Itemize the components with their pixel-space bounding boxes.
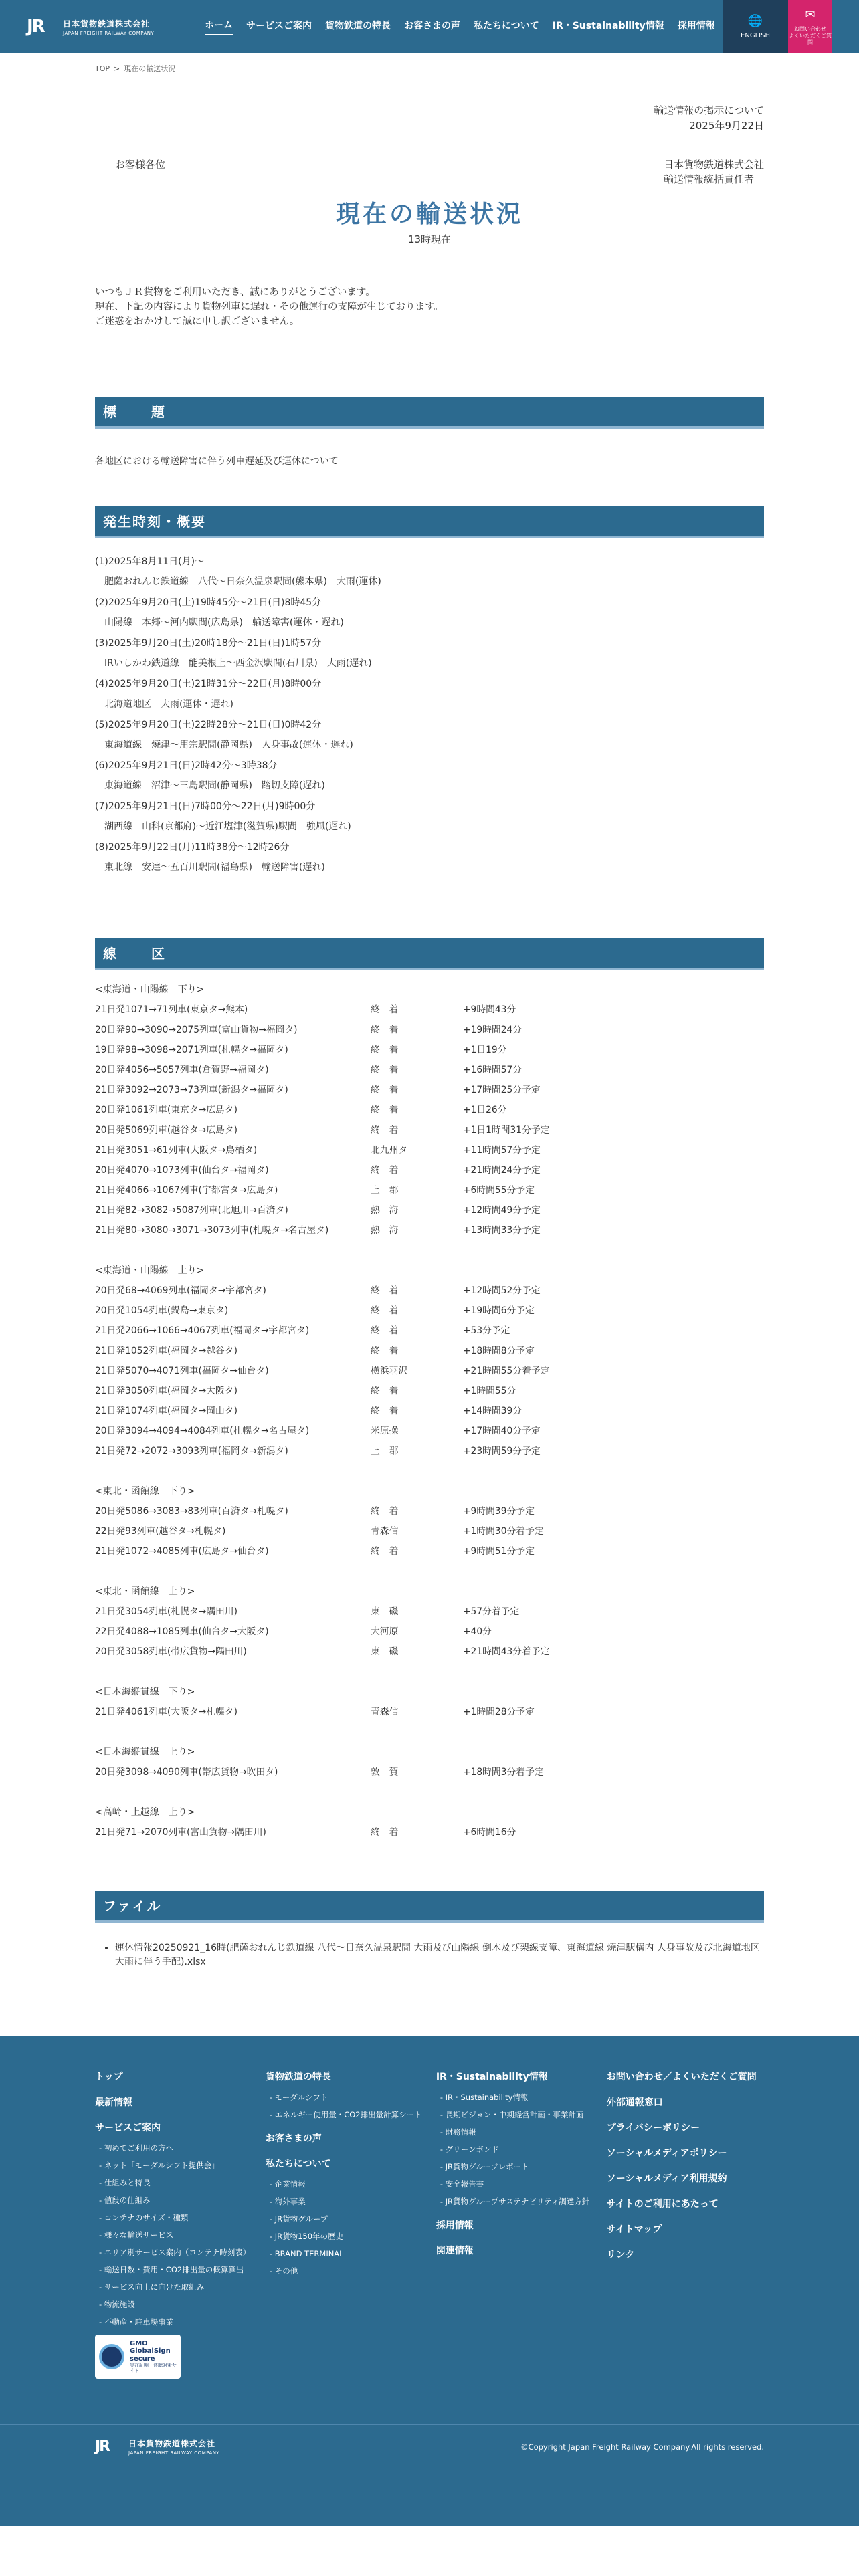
gmo-line: secure xyxy=(130,2355,155,2363)
intro-line: いつもＪＲ貨物をご利用いただき、誠にありがとうございます。 xyxy=(95,286,375,298)
train-name: 20日発1054列車(鍋島→東京タ) xyxy=(95,1305,229,1316)
route-group-title: <東北・函館線 上り> xyxy=(95,1586,195,1597)
train-location: 終 着 xyxy=(371,1044,399,1055)
train-location: 東 磯 xyxy=(371,1646,399,1657)
train-name: 21日発1074列車(福岡タ→岡山タ) xyxy=(95,1405,237,1416)
footer-sublink[interactable]: - IR・Sustainability情報 xyxy=(436,2092,607,2102)
footer-col-4 xyxy=(607,2070,764,2379)
train-location: 終 着 xyxy=(371,1064,399,1075)
route-group xyxy=(95,1481,764,1562)
footer-sublink[interactable]: - 物流施設 xyxy=(95,2300,266,2309)
footer-link-privacy[interactable]: プライバシーポリシー xyxy=(606,2122,700,2133)
section-heading-files: ファイル xyxy=(95,1891,764,1923)
page-subtitle: 13時現在 xyxy=(407,233,452,245)
train-row xyxy=(95,1321,764,1341)
event-line: (2)2025年9月20日(土)19時45分～21日(日)8時45分 xyxy=(95,597,322,608)
train-name: 20日発3094→4094→4084列車(札幌タ→名古屋タ) xyxy=(95,1425,310,1436)
event-line: (6)2025年9月21日(日)2時42分～3時38分 xyxy=(95,760,278,771)
footer-link-contact[interactable]: お問い合わせ／よくいただくご質問 xyxy=(606,2071,757,2082)
gmo-line: 実在証明・盗聴対策サイト xyxy=(130,2363,177,2374)
event-line: (1)2025年8月11日(月)～ xyxy=(95,556,205,567)
train-row xyxy=(95,1040,764,1060)
route-group-title: <高崎・上越線 上り> xyxy=(95,1806,195,1818)
event-line: 東北線 安達～五百川駅間(福島県) 輸送障害(遅れ) xyxy=(95,862,325,873)
train-delay: +1日19分 xyxy=(463,1044,507,1055)
train-row xyxy=(95,1060,764,1080)
train-name: 21日発3050列車(福岡タ→大阪タ) xyxy=(95,1385,237,1396)
train-name: 21日発80→3080→3071→3073列車(札幌タ→名古屋タ) xyxy=(95,1224,329,1236)
train-row xyxy=(95,1281,764,1301)
train-delay: +21時間43分着予定 xyxy=(463,1646,550,1657)
train-location: 横浜羽沢 xyxy=(371,1365,408,1376)
event-line: (3)2025年9月20日(土)20時18分～21日(日)1時57分 xyxy=(95,637,322,649)
train-delay: +21時間55分着予定 xyxy=(463,1365,550,1376)
footer-sublink[interactable]: - 値段の仕組み xyxy=(95,2195,266,2205)
train-delay: +23時間59分予定 xyxy=(463,1445,541,1457)
file-item xyxy=(115,1941,764,1969)
train-name: 20日発5069列車(越谷タ→広島タ) xyxy=(95,1124,237,1136)
route-group-title: <東海道・山陽線 下り> xyxy=(95,984,205,995)
train-name: 21日発72→2072→3093列車(福岡タ→新潟タ) xyxy=(95,1445,288,1457)
route-group xyxy=(95,1682,764,1722)
breadcrumb-current: 現在の輸送状況 xyxy=(124,64,176,73)
train-name: 20日発1061列車(東京タ→広島タ) xyxy=(95,1104,237,1115)
logo-company-name-en: JAPAN FREIGHT RAILWAY COMPANY xyxy=(63,30,155,36)
events-list xyxy=(95,552,764,878)
footer-link-related[interactable]: 関連情報 xyxy=(436,2245,474,2256)
train-delay: +13時間33分予定 xyxy=(463,1224,541,1236)
global-nav xyxy=(205,0,729,53)
sender-company: 日本貨物鉄道株式会社 xyxy=(663,158,764,171)
nav-ir-sustainability[interactable]: IR・Sustainability情報 xyxy=(552,21,664,31)
train-name: 21日発1071→71列車(東京タ→熊本) xyxy=(95,1004,248,1015)
train-location: 大河原 xyxy=(371,1626,399,1637)
train-row xyxy=(95,1160,764,1180)
train-location: 熱 海 xyxy=(371,1204,399,1216)
event-line: (5)2025年9月20日(土)22時28分～21日(日)0時42分 xyxy=(95,719,322,730)
nav-recruit[interactable]: 採用情報 xyxy=(677,21,715,31)
footer-sublink[interactable]: - コンテナのサイズ・種類 xyxy=(95,2213,266,2222)
footer-sublink[interactable]: - 不動産・駐車場事業 xyxy=(95,2317,266,2327)
footer-sublink[interactable]: - 初めてご利用の方へ xyxy=(95,2143,266,2153)
subject-text: 各地区における輸送障害に伴う列車遅延及び運休について xyxy=(95,455,339,467)
notice-header xyxy=(95,103,764,134)
addressee: お客様各位 xyxy=(115,158,166,171)
train-name: 22日発4088→1085列車(仙台タ→大阪タ) xyxy=(95,1626,269,1637)
section-heading-routes: 線 区 xyxy=(95,938,764,970)
route-group-title: <東北・函館線 下り> xyxy=(95,1485,195,1497)
train-delay: +17時間25分予定 xyxy=(463,1084,541,1095)
train-delay: +40分 xyxy=(463,1626,492,1637)
route-group xyxy=(95,1802,764,1842)
train-location: 青森信 xyxy=(371,1525,399,1537)
train-name: 21日発5070→4071列車(福岡タ→仙台タ) xyxy=(95,1365,269,1376)
train-delay: +9時間39分予定 xyxy=(463,1505,535,1517)
train-location: 終 着 xyxy=(371,1345,399,1356)
train-name: 20日発90→3090→2075列車(富山貨物→福岡タ) xyxy=(95,1024,298,1035)
breadcrumb-top[interactable]: TOP xyxy=(95,64,110,73)
footer-col-2 xyxy=(266,2070,436,2379)
contact-button[interactable] xyxy=(788,0,832,53)
footer-columns xyxy=(95,2036,764,2379)
train-location: 終 着 xyxy=(371,1405,399,1416)
footer-link-site-usage[interactable]: サイトのご利用にあたって xyxy=(606,2198,719,2210)
train-delay: +19時間24分 xyxy=(463,1024,522,1035)
footer-bottom xyxy=(95,2430,764,2464)
footer-link-links[interactable]: リンク xyxy=(606,2249,635,2260)
train-location: 北九州タ xyxy=(371,1144,408,1156)
contact-label-2: よくいただくご質問 xyxy=(789,33,832,45)
globalsign-seal-text xyxy=(130,2340,177,2374)
footer-sublink[interactable]: - サービス向上に向けた取組み xyxy=(95,2282,266,2292)
train-name: 21日発1052列車(福岡タ→越谷タ) xyxy=(95,1345,237,1356)
train-delay: +53分予定 xyxy=(463,1325,510,1336)
main-content xyxy=(95,103,764,1969)
event-line: 東海道線 沼津～三島駅間(静岡県) 踏切支障(遅れ) xyxy=(95,780,325,792)
notice-heading: 輸送情報の掲示について xyxy=(654,104,764,116)
train-location: 熱 海 xyxy=(371,1224,399,1236)
train-row xyxy=(95,1441,764,1461)
footer-col-1 xyxy=(95,2070,266,2379)
footer-sublink[interactable]: - 輸送日数・費用・CO2排出量の概算算出 xyxy=(95,2265,266,2274)
contact-label-1: お問い合わせ xyxy=(794,26,826,33)
train-row xyxy=(95,1521,764,1541)
route-group xyxy=(95,1582,764,1662)
route-group xyxy=(95,1742,764,1782)
breadcrumb-separator: > xyxy=(114,64,120,73)
train-location: 終 着 xyxy=(371,1164,399,1176)
mail-icon: ✉ xyxy=(805,7,816,22)
train-name: 21日発3054列車(札幌タ→隅田川) xyxy=(95,1606,237,1617)
train-name: 21日発3092→2073→73列車(新潟タ→福岡タ) xyxy=(95,1084,288,1095)
train-delay: +12時間52分予定 xyxy=(463,1285,541,1296)
train-name: 20日発68→4069列車(福岡タ→宇都宮タ) xyxy=(95,1285,266,1296)
jr-logo-mark: JR xyxy=(95,2438,110,2455)
train-name: 20日発5086→3083→83列車(百済タ→札幌タ) xyxy=(95,1505,288,1517)
footer-sublink[interactable]: - 仕組みと特長 xyxy=(95,2178,266,2187)
footer-sublink[interactable]: - モーダルシフト xyxy=(266,2092,436,2102)
train-row xyxy=(95,1100,764,1120)
sender xyxy=(664,157,764,187)
footer-link-whistleblow[interactable]: 外部通報窓口 xyxy=(606,2097,663,2108)
route-group-title: <東海道・山陽線 上り> xyxy=(95,1265,205,1276)
train-name: 21日発2066→1066→4067列車(福岡タ→宇都宮タ) xyxy=(95,1325,310,1336)
routes-list xyxy=(95,980,764,1842)
train-delay: +6時間16分 xyxy=(463,1826,516,1838)
train-name: 19日発98→3098→2071列車(札幌タ→福岡タ) xyxy=(95,1044,288,1055)
globe-icon: 🌐 xyxy=(747,14,763,28)
train-location: 終 着 xyxy=(371,1826,399,1838)
globalsign-seal[interactable] xyxy=(95,2335,181,2379)
copyright: ©Copyright Japan Freight Railway Company.All rights reserved. xyxy=(520,2442,764,2452)
logo-company-name: 日本貨物鉄道株式会社 xyxy=(63,19,151,29)
intro-line: ご迷惑をおかけして誠に申し訳ございません。 xyxy=(95,316,300,328)
route-group-title: <日本海縦貫線 下り> xyxy=(95,1686,195,1697)
footer-company-name-en: JAPAN FREIGHT RAILWAY COMPANY xyxy=(128,2450,220,2456)
section-heading-events: 発生時刻・概要 xyxy=(95,506,764,538)
train-name: 21日発4066→1067列車(宇都宮タ→広島タ) xyxy=(95,1184,278,1196)
footer-link-services[interactable]: サービスご案内 xyxy=(95,2122,161,2133)
footer-link-about[interactable]: 私たちについて xyxy=(265,2158,331,2169)
event-line: 肥薩おれんじ鉄道線 八代～日奈久温泉駅間(熊本県) 大雨(運休) xyxy=(95,576,381,588)
footer-sublink[interactable]: - エリア別サービス案内（コンテナ時刻表） xyxy=(95,2248,266,2257)
train-location: 終 着 xyxy=(371,1104,399,1115)
event-line: IRいしかわ鉄道線 能美根上～西金沢駅間(石川県) 大雨(遅れ) xyxy=(95,658,372,669)
site-header xyxy=(0,0,859,53)
train-delay: +57分着予定 xyxy=(463,1606,520,1617)
train-row xyxy=(95,1000,764,1020)
train-delay: +1日1時間31分予定 xyxy=(463,1124,550,1136)
train-row xyxy=(95,1702,764,1722)
train-location: 敦 賀 xyxy=(371,1766,399,1778)
footer-sublink[interactable]: - 様々な輸送サービス xyxy=(95,2230,266,2240)
train-row xyxy=(95,1822,764,1842)
train-row xyxy=(95,1301,764,1321)
event-line: 山陽線 本郷～河内駅間(広島県) 輸送障害(運休・遅れ) xyxy=(95,617,344,629)
footer-sublink[interactable]: - 企業情報 xyxy=(266,2179,436,2189)
event-line: (4)2025年9月20日(土)21時31分～22日(月)8時00分 xyxy=(95,678,322,689)
footer-sublink[interactable]: - 安全報告書 xyxy=(436,2179,607,2189)
footer-sublink[interactable]: - グリーンボンド xyxy=(436,2145,607,2154)
train-row xyxy=(95,1541,764,1562)
globalsign-seal-icon xyxy=(99,2344,124,2369)
train-location: 上 郡 xyxy=(371,1445,399,1457)
train-name: 20日発3058列車(帯広貨物→隅田川) xyxy=(95,1646,247,1657)
train-row xyxy=(95,1642,764,1662)
footer-sublink[interactable]: - BRAND TERMINAL xyxy=(266,2249,436,2258)
route-group xyxy=(95,1261,764,1461)
train-row xyxy=(95,1622,764,1642)
event-line: (8)2025年9月22日(月)11時38分～12時26分 xyxy=(95,841,290,853)
footer-col-3 xyxy=(436,2070,607,2379)
nav-features[interactable]: 貨物鉄道の特長 xyxy=(325,21,391,31)
train-name: 20日発4070→1073列車(仙台タ→福岡タ) xyxy=(95,1164,269,1176)
train-location: 米原操 xyxy=(371,1425,399,1436)
train-name: 20日発4056→5057列車(倉賀野→福岡タ) xyxy=(95,1064,269,1075)
footer-company-name: 日本貨物鉄道株式会社 xyxy=(128,2439,216,2449)
train-row xyxy=(95,1602,764,1622)
footer-sublink[interactable]: - 財務情報 xyxy=(436,2127,607,2137)
footer-bottom-band xyxy=(0,2464,859,2526)
train-location: 終 着 xyxy=(371,1545,399,1557)
site-footer xyxy=(0,2036,859,2464)
footer-link-customer-voice[interactable]: お客さまの声 xyxy=(265,2133,322,2144)
event-line: (7)2025年9月21日(日)7時00分～22日(月)9時00分 xyxy=(95,800,316,812)
train-delay: +14時間39分 xyxy=(463,1405,522,1416)
footer-logo[interactable] xyxy=(95,2436,219,2458)
sender-role: 輸送情報統括責任者 xyxy=(663,173,754,185)
footer-sublink[interactable]: - JR貨物グループレポート xyxy=(436,2162,607,2171)
file-link[interactable]: 運休情報20250921_16時(肥薩おれんじ鉄道線 八代～日奈久温泉駅間 大雨及び山陽線 倒木及び架線支障、東海道線 焼津駅構内 人身事故及び北海道地区 大雨に伴う手配).xlsx xyxy=(115,1942,760,1967)
train-delay: +18時間8分予定 xyxy=(463,1345,535,1356)
footer-divider xyxy=(0,2424,859,2425)
footer-link-sitemap[interactable]: サイトマップ xyxy=(606,2224,662,2235)
train-delay: +9時間43分 xyxy=(463,1004,516,1015)
nav-about-us[interactable]: 私たちについて xyxy=(474,21,539,31)
intro-text xyxy=(95,285,764,330)
footer-sublink[interactable]: - JR貨物150年の歴史 xyxy=(266,2232,436,2241)
footer-link-social-terms[interactable]: ソーシャルメディア利用規約 xyxy=(606,2173,727,2184)
event-line: 東海道線 焼津～用宗駅間(静岡県) 人身事故(運休・遅れ) xyxy=(95,740,353,751)
train-location: 終 着 xyxy=(371,1305,399,1316)
train-location: 上 郡 xyxy=(371,1184,399,1196)
train-row xyxy=(95,1140,764,1160)
nav-customer-voice[interactable]: お客さまの声 xyxy=(404,21,460,31)
train-delay: +19時間6分予定 xyxy=(463,1305,535,1316)
files-list xyxy=(95,1941,764,1969)
train-delay: +9時間51分予定 xyxy=(463,1545,535,1557)
train-row xyxy=(95,1080,764,1100)
train-row xyxy=(95,1501,764,1521)
nav-home[interactable]: ホーム xyxy=(205,18,233,35)
train-row xyxy=(95,1200,764,1220)
footer-sublink[interactable]: - ネット「モーダルシフト提供会」 xyxy=(95,2161,266,2170)
train-row xyxy=(95,1341,764,1361)
site-logo[interactable] xyxy=(27,15,167,38)
address-row xyxy=(95,157,764,187)
train-delay: +17時間40分予定 xyxy=(463,1425,541,1436)
train-row xyxy=(95,1762,764,1782)
footer-sublink[interactable]: - 長期ビジョン・中期経営計画・事業計画 xyxy=(436,2110,607,2119)
gmo-line: GMO xyxy=(130,2339,148,2347)
footer-link-social-policy[interactable]: ソーシャルメディアポリシー xyxy=(606,2147,727,2159)
english-label: ENGLISH xyxy=(741,32,770,39)
train-delay: +1時間28分予定 xyxy=(463,1706,535,1717)
train-location: 終 着 xyxy=(371,1084,399,1095)
event-line: 北海道地区 大雨(運休・遅れ) xyxy=(95,699,233,710)
gmo-line: GlobalSign xyxy=(130,2347,171,2355)
train-location: 終 着 xyxy=(371,1505,399,1517)
footer-sublink[interactable]: - 海外事業 xyxy=(266,2197,436,2206)
footer-sublink[interactable]: - JR貨物グループ xyxy=(266,2214,436,2224)
footer-link-news[interactable]: 最新情報 xyxy=(95,2097,132,2108)
train-location: 終 着 xyxy=(371,1124,399,1136)
train-delay: +18時間3分着予定 xyxy=(463,1766,544,1778)
train-location: 終 着 xyxy=(371,1285,399,1296)
notice-date: 2025年9月22日 xyxy=(689,120,764,132)
page-title: 現在の輸送状況 xyxy=(335,200,523,228)
section-heading-subject: 標 題 xyxy=(95,397,764,429)
footer-logo-text xyxy=(128,2438,219,2456)
train-row xyxy=(95,1180,764,1200)
breadcrumb xyxy=(95,53,859,74)
train-row xyxy=(95,1401,764,1421)
footer-sublink[interactable]: - その他 xyxy=(266,2266,436,2276)
train-name: 20日発3098→4090列車(帯広貨物→吹田タ) xyxy=(95,1766,278,1778)
logo-text xyxy=(63,18,154,36)
train-name: 21日発3051→61列車(大阪タ→鳥栖タ) xyxy=(95,1144,258,1156)
train-delay: +16時間57分 xyxy=(463,1064,522,1075)
train-location: 終 着 xyxy=(371,1325,399,1336)
footer-link-ir[interactable]: IR・Sustainability情報 xyxy=(436,2071,548,2082)
train-row xyxy=(95,1361,764,1381)
english-button[interactable] xyxy=(723,0,788,53)
footer-link-features[interactable]: 貨物鉄道の特長 xyxy=(265,2071,331,2082)
train-delay: +1時間30分着予定 xyxy=(463,1525,544,1537)
train-name: 21日発82→3082→5087列車(北旭川→百済タ) xyxy=(95,1204,288,1216)
train-name: 22日発93列車(越谷タ→札幌タ) xyxy=(95,1525,226,1537)
train-delay: +1時間55分 xyxy=(463,1385,516,1396)
train-name: 21日発4061列車(大阪タ→札幌タ) xyxy=(95,1706,237,1717)
train-row xyxy=(95,1020,764,1040)
train-location: 終 着 xyxy=(371,1004,399,1015)
route-group-title: <日本海縦貫線 上り> xyxy=(95,1746,195,1757)
train-location: 終 着 xyxy=(371,1024,399,1035)
train-delay: +21時間24分予定 xyxy=(463,1164,541,1176)
event-line: 湖西線 山科(京都府)～近江塩津(滋賀県)駅間 強風(遅れ) xyxy=(95,821,351,833)
footer-sublink[interactable]: - JR貨物グループサステナビリティ調達方針 xyxy=(436,2197,607,2206)
train-row xyxy=(95,1381,764,1401)
train-name: 21日発1072→4085列車(広島タ→仙台タ) xyxy=(95,1545,269,1557)
route-group xyxy=(95,980,764,1241)
train-row xyxy=(95,1421,764,1441)
train-location: 東 磯 xyxy=(371,1606,399,1617)
train-row xyxy=(95,1120,764,1140)
train-delay: +12時間49分予定 xyxy=(463,1204,541,1216)
train-row xyxy=(95,1220,764,1241)
footer-link-top[interactable]: トップ xyxy=(95,2071,123,2082)
train-name: 21日発71→2070列車(富山貨物→隅田川) xyxy=(95,1826,266,1838)
train-location: 青森信 xyxy=(371,1706,399,1717)
train-delay: +1日26分 xyxy=(463,1104,507,1115)
nav-services[interactable]: サービスご案内 xyxy=(246,21,312,31)
train-delay: +11時間57分予定 xyxy=(463,1144,541,1156)
intro-line: 現在、下記の内容により貨物列車に遅れ・その他運行の支障が生じております。 xyxy=(95,301,444,312)
jr-logo-mark: JR xyxy=(27,17,44,37)
footer-link-recruit[interactable]: 採用情報 xyxy=(436,2220,474,2231)
footer-sublink[interactable]: - エネルギー使用量・CO2排出量計算シート xyxy=(266,2110,436,2119)
train-location: 終 着 xyxy=(371,1385,399,1396)
train-delay: +6時間55分予定 xyxy=(463,1184,535,1196)
